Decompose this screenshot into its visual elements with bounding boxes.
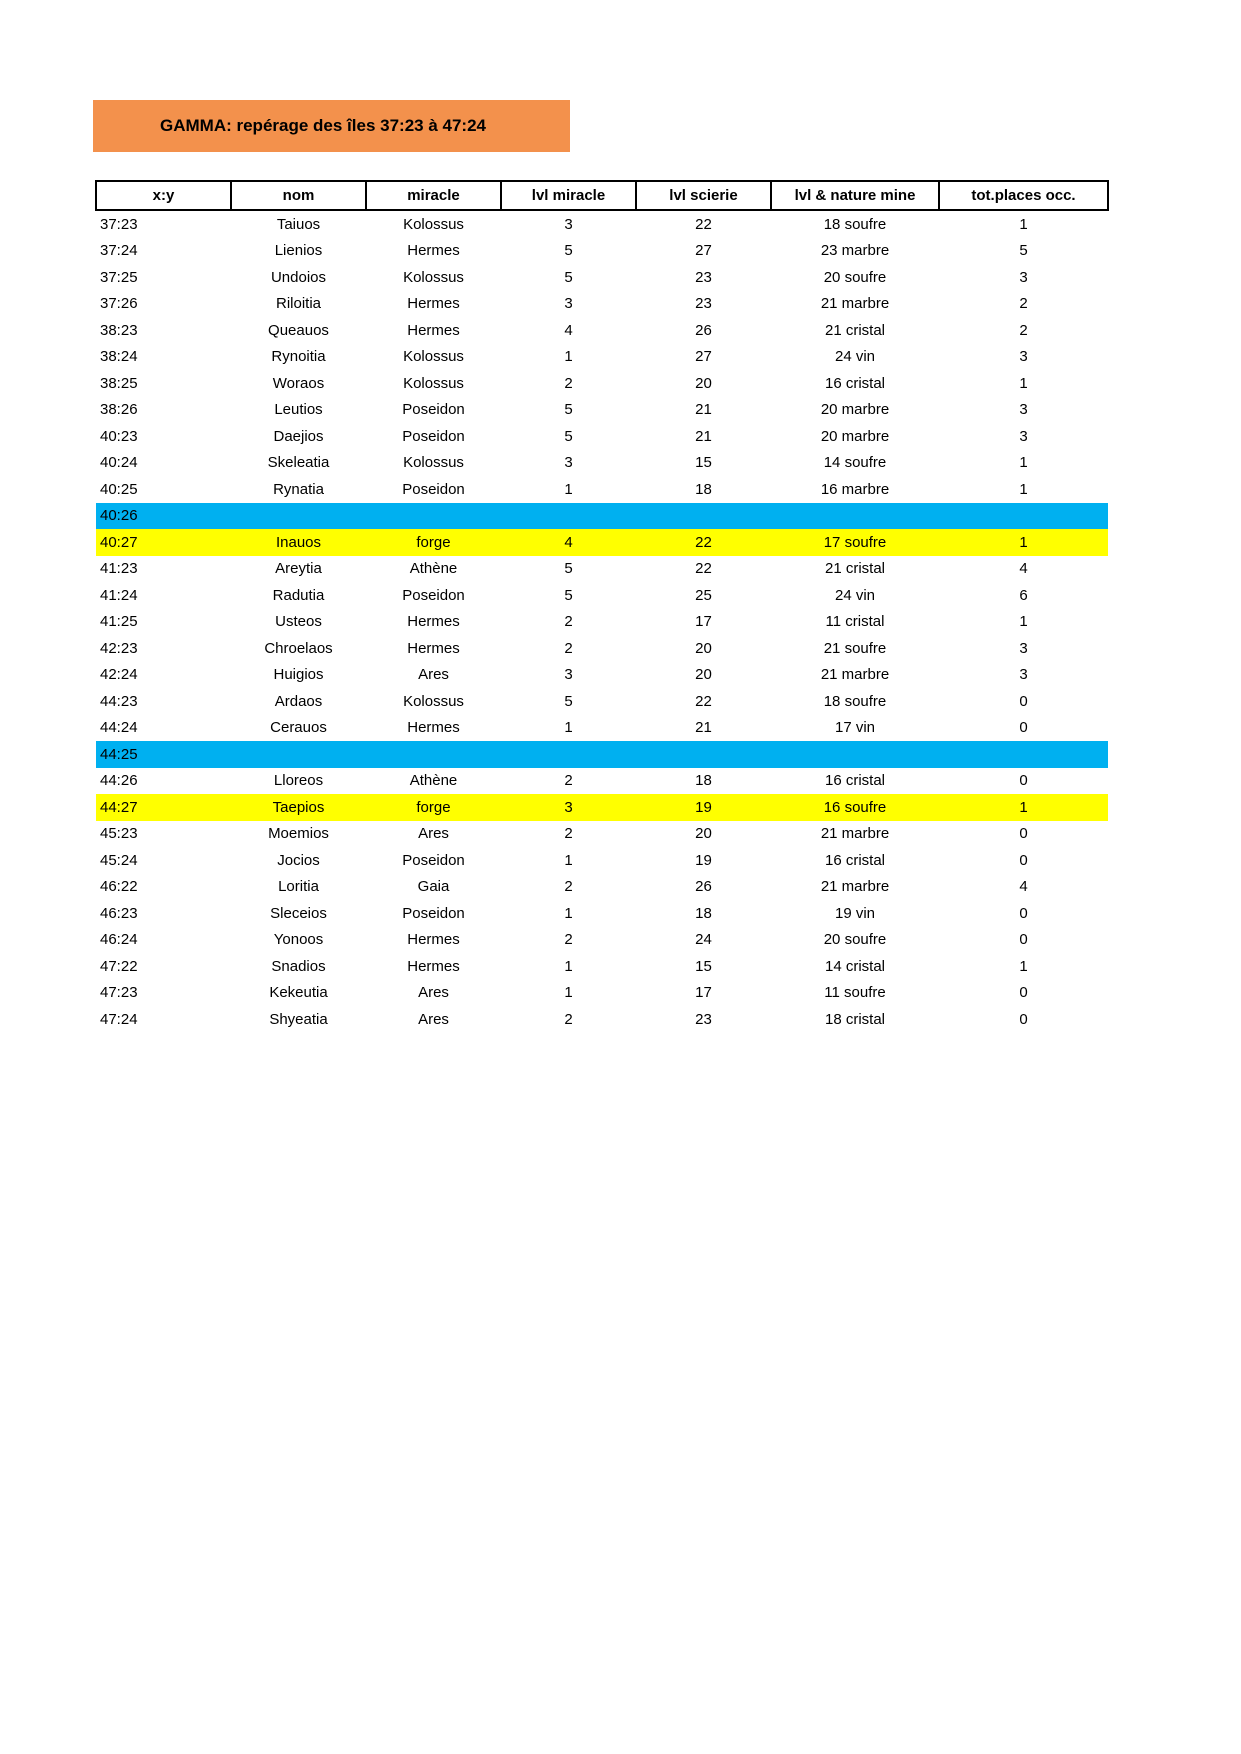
- cell-places[interactable]: 1: [939, 529, 1108, 556]
- cell-miracle[interactable]: Poseidon: [402, 586, 465, 604]
- cell-xy[interactable]: 40:23: [100, 427, 138, 445]
- table-row: [96, 291, 1108, 318]
- cell-mine[interactable]: 21 marbre: [820, 295, 890, 313]
- cell-nom[interactable]: Huigios: [273, 666, 324, 684]
- cell-lvl-scierie[interactable]: 20: [695, 374, 712, 392]
- cell-xy[interactable]: 42:23: [100, 639, 138, 657]
- cell-xy[interactable]: 37:25: [100, 268, 138, 286]
- table-row: [96, 662, 1108, 689]
- column-header-mine[interactable]: lvl & nature mine: [771, 181, 939, 210]
- cell-places[interactable]: 3: [1019, 348, 1028, 366]
- cell-lvl-scierie[interactable]: 26: [695, 321, 712, 339]
- cell-miracle[interactable]: forge: [366, 794, 501, 821]
- cell-nom[interactable]: Kekeutia: [269, 984, 328, 1002]
- cell-lvl-scierie[interactable]: 17: [695, 984, 712, 1002]
- cell-miracle[interactable]: Hermes: [407, 613, 460, 631]
- cell-xy[interactable]: 41:25: [100, 613, 138, 631]
- cell-nom[interactable]: Jocios: [277, 851, 320, 869]
- cell-mine[interactable]: 21 marbre: [820, 878, 890, 896]
- cell-lvl-scierie[interactable]: 26: [695, 878, 712, 896]
- cell-lvl-scierie[interactable]: 20: [695, 666, 712, 684]
- cell-miracle[interactable]: Kolossus: [403, 348, 464, 366]
- cell-miracle[interactable]: Kolossus: [403, 692, 464, 710]
- page-title: GAMMA: repérage des îles 37:23 à 47:24: [160, 116, 486, 135]
- cell-mine[interactable]: 20 marbre: [820, 401, 890, 419]
- cell-nom[interactable]: Moemios: [268, 825, 329, 843]
- cell-places[interactable]: [939, 741, 1108, 768]
- cell-lvl-miracle[interactable]: 2: [564, 613, 573, 631]
- title-banner[interactable]: [93, 100, 570, 152]
- cell-lvl-miracle[interactable]: 1: [564, 348, 573, 366]
- cell-mine[interactable]: 16 cristal: [824, 374, 886, 392]
- cell-xy[interactable]: 44:27: [96, 794, 231, 821]
- column-header-nom[interactable]: nom: [231, 181, 366, 210]
- cell-nom[interactable]: Sleceios: [270, 904, 327, 922]
- table-row: [96, 715, 1108, 742]
- cell-places[interactable]: 1: [939, 794, 1108, 821]
- cell-miracle[interactable]: Poseidon: [402, 904, 465, 922]
- cell-nom[interactable]: Skeleatia: [267, 454, 330, 472]
- cell-nom[interactable]: Snadios: [271, 957, 326, 975]
- table-row: [96, 344, 1108, 371]
- cell-lvl-scierie[interactable]: [636, 503, 771, 530]
- cell-miracle[interactable]: Kolossus: [403, 268, 464, 286]
- table-row: [96, 476, 1108, 503]
- cell-mine[interactable]: 14 soufre: [823, 454, 887, 472]
- cell-places[interactable]: 0: [1019, 904, 1028, 922]
- cell-mine[interactable]: 24 vin: [834, 586, 876, 604]
- cell-mine[interactable]: 18 soufre: [823, 692, 887, 710]
- cell-nom[interactable]: Cerauos: [270, 719, 327, 737]
- cell-xy[interactable]: 38:24: [100, 348, 138, 366]
- cell-mine[interactable]: 24 vin: [834, 348, 876, 366]
- cell-places[interactable]: 1: [1019, 613, 1028, 631]
- cell-xy[interactable]: 37:24: [100, 242, 138, 260]
- cell-places[interactable]: 0: [1019, 1010, 1028, 1028]
- cell-mine[interactable]: [771, 741, 939, 768]
- table-row: [96, 238, 1108, 265]
- cell-lvl-scierie[interactable]: 18: [695, 904, 712, 922]
- cell-xy[interactable]: 47:23: [100, 984, 138, 1002]
- cell-xy[interactable]: 37:23: [100, 215, 138, 233]
- cell-lvl-miracle[interactable]: [501, 741, 636, 768]
- cell-lvl-miracle[interactable]: 5: [564, 586, 573, 604]
- cell-lvl-scierie[interactable]: 20: [695, 639, 712, 657]
- cell-lvl-miracle[interactable]: 5: [564, 242, 573, 260]
- table-row: [96, 529, 1108, 556]
- cell-nom[interactable]: [231, 741, 366, 768]
- cell-lvl-scierie[interactable]: 17: [695, 613, 712, 631]
- column-header-lvl-miracle[interactable]: lvl miracle: [501, 181, 636, 210]
- cell-lvl-scierie[interactable]: 23: [695, 268, 712, 286]
- table-row: [96, 264, 1108, 291]
- cell-mine[interactable]: 21 cristal: [824, 560, 886, 578]
- cell-nom[interactable]: Taiuos: [276, 215, 321, 233]
- cell-miracle[interactable]: Athène: [409, 772, 458, 790]
- cell-lvl-miracle[interactable]: 4: [564, 321, 573, 339]
- cell-places[interactable]: [939, 503, 1108, 530]
- cell-miracle[interactable]: Gaia: [417, 878, 450, 896]
- cell-places[interactable]: 3: [1019, 268, 1028, 286]
- cell-xy[interactable]: 44:24: [100, 719, 138, 737]
- cell-lvl-scierie[interactable]: 23: [695, 1010, 712, 1028]
- cell-xy[interactable]: 47:22: [100, 957, 138, 975]
- cell-lvl-scierie[interactable]: 21: [695, 719, 712, 737]
- table-row: [96, 210, 1108, 238]
- cell-nom[interactable]: [231, 503, 366, 530]
- cell-xy[interactable]: 41:24: [100, 586, 138, 604]
- cell-miracle[interactable]: Poseidon: [402, 480, 465, 498]
- cell-lvl-miracle[interactable]: 5: [564, 427, 573, 445]
- table-row: [96, 794, 1108, 821]
- cell-places[interactable]: 0: [1019, 825, 1028, 843]
- column-header-places[interactable]: tot.places occ.: [939, 181, 1108, 210]
- cell-xy[interactable]: 46:22: [100, 878, 138, 896]
- table-row: [96, 927, 1108, 954]
- cell-miracle[interactable]: [366, 503, 501, 530]
- table-row: [96, 582, 1108, 609]
- cell-miracle[interactable]: Hermes: [407, 931, 460, 949]
- table-row: [96, 609, 1108, 636]
- table-row: [96, 370, 1108, 397]
- cell-mine[interactable]: 16 cristal: [824, 851, 886, 869]
- cell-lvl-scierie[interactable]: 20: [695, 825, 712, 843]
- cell-lvl-miracle[interactable]: 1: [564, 851, 573, 869]
- cell-lvl-scierie[interactable]: 22: [636, 529, 771, 556]
- cell-places[interactable]: 1: [1019, 454, 1028, 472]
- cell-mine[interactable]: 18 soufre: [823, 215, 887, 233]
- cell-places[interactable]: 1: [1019, 480, 1028, 498]
- cell-nom[interactable]: Chroelaos: [264, 639, 333, 657]
- table-row: [96, 741, 1108, 768]
- cell-lvl-scierie[interactable]: 22: [695, 560, 712, 578]
- column-header-miracle[interactable]: miracle: [366, 181, 501, 210]
- cell-mine[interactable]: 21 marbre: [820, 666, 890, 684]
- cell-places[interactable]: 3: [1019, 639, 1028, 657]
- table-row: [96, 397, 1108, 424]
- cell-lvl-miracle[interactable]: 2: [564, 825, 573, 843]
- cell-lvl-scierie[interactable]: 23: [695, 295, 712, 313]
- cell-places[interactable]: 3: [1019, 401, 1028, 419]
- cell-lvl-miracle[interactable]: 2: [564, 374, 573, 392]
- cell-miracle[interactable]: forge: [366, 529, 501, 556]
- cell-lvl-scierie[interactable]: 19: [636, 794, 771, 821]
- cell-mine[interactable]: 16 marbre: [820, 480, 890, 498]
- cell-mine[interactable]: 21 soufre: [823, 639, 887, 657]
- cell-nom[interactable]: Queauos: [268, 321, 329, 339]
- cell-mine[interactable]: 17 vin: [834, 719, 876, 737]
- cell-mine[interactable]: 20 soufre: [823, 931, 887, 949]
- cell-nom[interactable]: Lloreos: [273, 772, 324, 790]
- cell-mine[interactable]: 16 soufre: [771, 794, 939, 821]
- cell-lvl-miracle[interactable]: 1: [564, 957, 573, 975]
- table-row: [96, 874, 1108, 901]
- cell-miracle[interactable]: Ares: [418, 984, 449, 1002]
- cell-places[interactable]: 0: [1019, 984, 1028, 1002]
- cell-mine[interactable]: 17 soufre: [771, 529, 939, 556]
- cell-places[interactable]: 4: [1019, 878, 1028, 896]
- islands-table: [95, 180, 1109, 1033]
- cell-places[interactable]: 5: [1019, 242, 1028, 260]
- cell-mine[interactable]: 18 cristal: [824, 1010, 886, 1028]
- cell-xy[interactable]: 37:26: [100, 295, 138, 313]
- cell-mine[interactable]: 16 cristal: [824, 772, 886, 790]
- table-row: [96, 900, 1108, 927]
- cell-nom[interactable]: Lienios: [274, 242, 323, 260]
- cell-nom[interactable]: Rynoitia: [271, 348, 326, 366]
- cell-lvl-scierie[interactable]: 18: [695, 480, 712, 498]
- cell-lvl-miracle[interactable]: 3: [564, 454, 573, 472]
- cell-places[interactable]: 0: [1019, 719, 1028, 737]
- cell-miracle[interactable]: Athène: [409, 560, 458, 578]
- cell-mine[interactable]: 19 vin: [834, 904, 876, 922]
- table-row: [96, 556, 1108, 583]
- cell-lvl-scierie[interactable]: 21: [695, 401, 712, 419]
- cell-miracle[interactable]: Hermes: [407, 639, 460, 657]
- cell-xy[interactable]: 38:23: [100, 321, 138, 339]
- cell-lvl-miracle[interactable]: 5: [564, 560, 573, 578]
- cell-miracle[interactable]: Hermes: [407, 321, 460, 339]
- cell-xy[interactable]: 44:25: [96, 741, 231, 768]
- cell-nom[interactable]: Riloitia: [275, 295, 321, 313]
- cell-places[interactable]: 0: [1019, 851, 1028, 869]
- cell-xy[interactable]: 40:27: [96, 529, 231, 556]
- table-row: [96, 1006, 1108, 1033]
- cell-nom[interactable]: Loritia: [278, 878, 319, 896]
- cell-lvl-miracle[interactable]: 2: [564, 931, 573, 949]
- cell-lvl-miracle[interactable]: 2: [564, 878, 573, 896]
- cell-lvl-miracle[interactable]: 2: [564, 1010, 573, 1028]
- column-header-lvl-scierie[interactable]: lvl scierie: [636, 181, 771, 210]
- cell-places[interactable]: 0: [1019, 692, 1028, 710]
- cell-xy[interactable]: 47:24: [100, 1010, 138, 1028]
- cell-lvl-miracle[interactable]: 5: [564, 268, 573, 286]
- cell-places[interactable]: 1: [1019, 374, 1028, 392]
- cell-nom[interactable]: Shyeatia: [269, 1010, 328, 1028]
- cell-lvl-scierie[interactable]: 18: [695, 772, 712, 790]
- cell-nom[interactable]: Usteos: [275, 613, 322, 631]
- cell-places[interactable]: 3: [1019, 666, 1028, 684]
- cell-nom[interactable]: Radutia: [272, 586, 325, 604]
- cell-xy[interactable]: 42:24: [100, 666, 138, 684]
- cell-mine[interactable]: 21 marbre: [820, 825, 890, 843]
- cell-mine[interactable]: 20 soufre: [823, 268, 887, 286]
- cell-miracle[interactable]: Ares: [418, 825, 449, 843]
- cell-miracle[interactable]: Kolossus: [403, 215, 464, 233]
- cell-lvl-miracle[interactable]: 3: [564, 666, 573, 684]
- cell-xy[interactable]: 38:26: [100, 401, 138, 419]
- cell-places[interactable]: 2: [1019, 321, 1028, 339]
- cell-nom[interactable]: Yonoos: [273, 931, 324, 949]
- table-row: [96, 688, 1108, 715]
- cell-lvl-scierie[interactable]: 27: [695, 348, 712, 366]
- cell-mine[interactable]: 21 cristal: [824, 321, 886, 339]
- cell-places[interactable]: 3: [1019, 427, 1028, 445]
- cell-nom[interactable]: Taepios: [231, 794, 366, 821]
- cell-miracle[interactable]: Hermes: [407, 719, 460, 737]
- cell-lvl-miracle[interactable]: 3: [564, 215, 573, 233]
- table-row: [96, 768, 1108, 795]
- cell-miracle[interactable]: Poseidon: [402, 851, 465, 869]
- column-header-xy[interactable]: x:y: [96, 181, 231, 210]
- cell-xy[interactable]: 44:23: [100, 692, 138, 710]
- cell-nom[interactable]: Inauos: [231, 529, 366, 556]
- cell-mine[interactable]: 11 soufre: [824, 984, 886, 1002]
- table-row: [96, 317, 1108, 344]
- cell-lvl-miracle[interactable]: 2: [564, 772, 573, 790]
- cell-nom[interactable]: Daejios: [273, 427, 324, 445]
- cell-places[interactable]: 2: [1019, 295, 1028, 313]
- cell-lvl-scierie[interactable]: [636, 741, 771, 768]
- cell-mine[interactable]: [771, 503, 939, 530]
- cell-lvl-scierie[interactable]: 22: [695, 215, 712, 233]
- cell-nom[interactable]: Leutios: [274, 401, 323, 419]
- table-row: [96, 635, 1108, 662]
- cell-lvl-miracle[interactable]: [501, 503, 636, 530]
- cell-lvl-scierie[interactable]: 15: [695, 957, 712, 975]
- cell-miracle[interactable]: Hermes: [407, 295, 460, 313]
- table-header-row: [96, 181, 1108, 210]
- cell-lvl-miracle[interactable]: 5: [564, 401, 573, 419]
- cell-lvl-scierie[interactable]: 24: [695, 931, 712, 949]
- cell-lvl-miracle[interactable]: 2: [564, 639, 573, 657]
- table-row: [96, 503, 1108, 530]
- cell-xy[interactable]: 40:26: [96, 503, 231, 530]
- cell-xy[interactable]: 44:26: [100, 772, 138, 790]
- cell-places[interactable]: 1: [1019, 215, 1028, 233]
- cell-lvl-miracle[interactable]: 1: [564, 480, 573, 498]
- cell-xy[interactable]: 46:24: [100, 931, 138, 949]
- cell-lvl-scierie[interactable]: 22: [695, 692, 712, 710]
- cell-xy[interactable]: 46:23: [100, 904, 138, 922]
- cell-miracle[interactable]: [366, 741, 501, 768]
- cell-places[interactable]: 6: [1019, 586, 1028, 604]
- cell-lvl-miracle[interactable]: 5: [564, 692, 573, 710]
- cell-lvl-scierie[interactable]: 21: [695, 427, 712, 445]
- cell-nom[interactable]: Undoios: [270, 268, 327, 286]
- cell-mine[interactable]: 20 marbre: [820, 427, 890, 445]
- cell-lvl-miracle[interactable]: 1: [564, 719, 573, 737]
- cell-lvl-scierie[interactable]: 25: [695, 586, 712, 604]
- cell-lvl-miracle[interactable]: 3: [564, 295, 573, 313]
- cell-lvl-scierie[interactable]: 19: [695, 851, 712, 869]
- cell-xy[interactable]: 45:23: [100, 825, 138, 843]
- cell-miracle[interactable]: Hermes: [407, 957, 460, 975]
- cell-mine[interactable]: 23 marbre: [820, 242, 890, 260]
- cell-mine[interactable]: 14 cristal: [824, 957, 886, 975]
- cell-miracle[interactable]: Poseidon: [402, 427, 465, 445]
- cell-nom[interactable]: Areytia: [275, 560, 322, 578]
- cell-miracle[interactable]: Poseidon: [402, 401, 465, 419]
- cell-xy[interactable]: 41:23: [100, 560, 138, 578]
- cell-lvl-scierie[interactable]: 15: [695, 454, 712, 472]
- cell-xy[interactable]: 40:24: [100, 454, 138, 472]
- table-row: [96, 847, 1108, 874]
- cell-xy[interactable]: 45:24: [100, 851, 138, 869]
- cell-miracle[interactable]: Kolossus: [403, 374, 464, 392]
- cell-places[interactable]: 0: [1019, 772, 1028, 790]
- cell-nom[interactable]: Woraos: [272, 374, 325, 392]
- cell-lvl-miracle[interactable]: 1: [564, 984, 573, 1002]
- cell-miracle[interactable]: Ares: [418, 666, 449, 684]
- cell-places[interactable]: 1: [1019, 957, 1028, 975]
- cell-miracle[interactable]: Hermes: [407, 242, 460, 260]
- cell-xy[interactable]: 40:25: [100, 480, 138, 498]
- cell-lvl-scierie[interactable]: 27: [695, 242, 712, 260]
- cell-miracle[interactable]: Ares: [418, 1010, 449, 1028]
- cell-nom[interactable]: Ardaos: [274, 692, 323, 710]
- cell-lvl-miracle[interactable]: 4: [501, 529, 636, 556]
- cell-miracle[interactable]: Kolossus: [403, 454, 464, 472]
- cell-lvl-miracle[interactable]: 3: [501, 794, 636, 821]
- table-row: [96, 450, 1108, 477]
- cell-places[interactable]: 4: [1019, 560, 1028, 578]
- table-row: [96, 423, 1108, 450]
- cell-xy[interactable]: 38:25: [100, 374, 138, 392]
- table-row: [96, 980, 1108, 1007]
- table-row: [96, 953, 1108, 980]
- table-row: [96, 821, 1108, 848]
- cell-nom[interactable]: Rynatia: [273, 480, 324, 498]
- cell-mine[interactable]: 11 cristal: [825, 613, 885, 631]
- cell-lvl-miracle[interactable]: 1: [564, 904, 573, 922]
- cell-places[interactable]: 0: [1019, 931, 1028, 949]
